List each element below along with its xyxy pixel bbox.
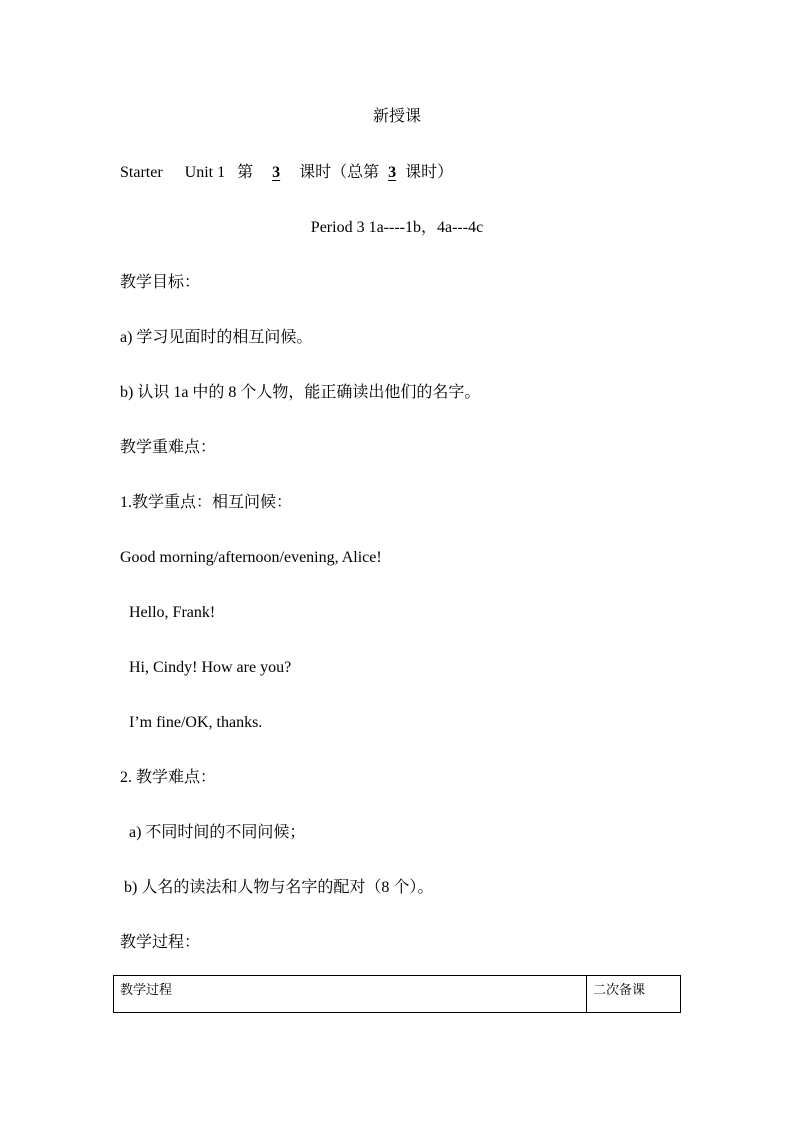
dialogue-line: Hello, Frank!	[129, 604, 216, 621]
objective-item: b) 认识 1a 中的 8 个人物，能正确读出他们的名字。	[120, 384, 481, 401]
period-number: 3	[272, 164, 281, 181]
difficulty-item: a) 不同时间的不同问候；	[129, 824, 306, 841]
process-table	[113, 975, 681, 1013]
keshi-label: 课时（总第	[299, 164, 380, 181]
focus-title: 1.教学重点：相互问候：	[120, 494, 293, 511]
starter-label: Starter	[120, 164, 163, 181]
di-label: 第	[237, 164, 254, 181]
course-line	[120, 162, 453, 184]
difficulty-title: 2. 教学难点：	[120, 769, 217, 786]
page-title: 新授课	[372, 108, 421, 125]
process-title: 教学过程：	[120, 934, 201, 951]
period-line: Period 3 1a----1b，4a---4c	[310, 219, 484, 236]
table-row	[114, 976, 681, 1013]
dialogue-line: Hi, Cindy! How are you?	[129, 659, 292, 676]
objective-item: a) 学习见面时的相互问候。	[120, 329, 313, 346]
total-period-number: 3	[388, 164, 397, 181]
difficulty-item: b) 人名的读法和人物与名字的配对（8 个）。	[124, 879, 434, 896]
key-points-title: 教学重难点：	[120, 439, 217, 456]
objectives-title: 教学目标：	[120, 274, 201, 291]
unit-label: Unit 1	[184, 164, 226, 181]
dialogue-line: I’m fine/OK, thanks.	[129, 714, 263, 731]
process-column-header: 教学过程	[114, 976, 587, 1013]
second-prep-column-header: 二次备课	[587, 976, 681, 1013]
dialogue-line: Good morning/afternoon/evening, Alice!	[120, 549, 382, 566]
keshi-end-label: 课时）	[405, 164, 454, 181]
